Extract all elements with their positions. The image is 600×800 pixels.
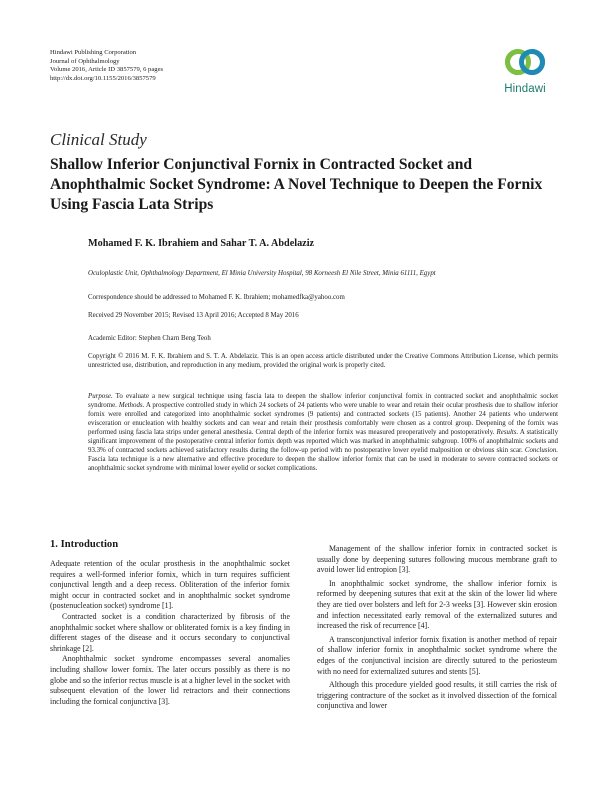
academic-editor: Academic Editor: Stephen Charn Beng Teoh <box>88 335 211 342</box>
journal-header <box>50 49 163 83</box>
abstract-conclusion-label: Conclusion. <box>524 447 558 455</box>
publisher-name: Hindawi Publishing Corporation <box>50 49 137 56</box>
paragraph: Although this procedure yielded good results, it still carries the risk of triggering contracture of the socket as it involved dissection of the fornical conjunctiva and lower <box>317 680 557 711</box>
abstract-conclusion: Fascia lata technique is a new alternative and effective procedure to deepen the shallow inferior fornix that can be used in moderate to severe contracted sockets or anophthalmic socket syndrome with minimal lower eyelid or socket complications. <box>88 456 558 473</box>
paragraph: In anophthalmic socket syndrome, the shallow inferior fornix is reformed by deepening sutures that exit at the skin of the lower lid where they are tied over bolsters and left for 2-3 weeks [3]. However skin erosion and infection necessitated early removal of the externalized sutures and increased the risk of recurrence [4]. <box>317 578 557 631</box>
paragraph: A transconjunctival inferior fornix fixation is another method of repair of shallow inferior fornix in anophthalmic socket syndrome where the edges of the conjunctival incision are directly sutured to the periosteum with no need for externalized sutures and stents [5]. <box>317 634 557 676</box>
abstract <box>88 392 558 473</box>
paragraph: Contracted socket is a condition characterized by fibrosis of the anophthalmic socket where shallow or obliterated fornix is a key finding in different stages of the disease and it occurs secondary to conjunctival shrinkage [2]. <box>50 611 290 653</box>
hindawi-logo <box>500 42 550 104</box>
copyright-notice: Copyright © 2016 M. F. K. Ibrahiem and S. T. A. Abdelaziz. This is an open access article distributed under the Creative Commons Attribution License, which permits unrestricted use, distribution, and reproduction in any medium, provided the original work is properly cited. <box>88 353 558 369</box>
body-column-right <box>317 544 557 712</box>
abstract-results-label: Results. <box>496 429 519 437</box>
paragraph: Anophthalmic socket syndrome encompasses several anomalies including shallow lower fornix. The later occurs possibly as there is no globe and so the inferior rectus muscle is at a higher level in the socket with subsequent elevation of the lower lid retractors and their connections including the fornical conjunctiva [3]. <box>50 654 290 706</box>
section-heading: 1. Introduction <box>50 539 119 550</box>
doi-link[interactable]: http://dx.doi.org/10.1155/2016/3857579 <box>50 74 156 82</box>
abstract-purpose: To evaluate a new surgical technique using fascia lata to deepen the shallow inferior conjunctival fornix in contracted socket and anophthalmic socket syndrome. <box>88 393 558 410</box>
abstract-methods-label: Methods. <box>118 402 145 410</box>
paragraph: Adequate retention of the ocular prosthesis in the anophthalmic socket requires a well-formed inferior fornix, which in turn requires sufficient conjunctival length and a deep recess. Obliteration of the inferior fornix might occur in contracted socket and in anophthalmic socket syndrome (postenucleation socket) syndrome [1]. <box>50 559 290 611</box>
hindawi-logo-text: Hindawi <box>504 83 546 95</box>
abstract-methods: A prospective controlled study in which 24 sockets of 24 patients who were unable to wear and retain their ocular prosthesis due to shallow inferior fornix were enrolled and categorized into anophthalmic socket syndromes (9 patients) and contracted sockets (15 patients). Another 24 patients who underwent evisceration or enucleation with healthy sockets and can wear and retain their prosthesis comfortably were chosen as a control group. Deepening of the fornix was performed using fascia lata strips under general anesthesia. Central depth of the inferior fornix was measured preoperatively and postoperatively. <box>88 402 558 437</box>
paragraph: Management of the shallow inferior fornix in contracted socket is usually done by deepening sutures following mucous membrane graft to avoid lower lid entropion [3]. <box>317 544 557 575</box>
affiliation: Oculoplastic Unit, Ophthalmology Department, El Minia University Hospital, 98 Korneesh El Nile Street, Minia 61111, Egypt <box>88 270 436 277</box>
article-title: Shallow Inferior Conjunctival Fornix in Contracted Socket and Anophthalmic Socket Syndrome: A Novel Technique to Deepen the Fornix Using Fascia Lata Strips <box>50 156 543 213</box>
abstract-purpose-label: Purpose. <box>88 393 113 400</box>
article-dates: Received 29 November 2015; Revised 13 April 2016; Accepted 8 May 2016 <box>88 312 299 319</box>
abstract-results: A statistically significant improvement of the postoperative central inferior fornix depth was reported which was marked in anophthalmic subgroup. 100% of anophthalmic sockets and 93.3% of contracted sockets achieved satisfactory results during the follow-up period with no postoperative lower eyelid malposition or obvious skin scar. <box>88 429 559 455</box>
author-list: Mohamed F. K. Ibrahiem and Sahar T. A. Abdelaziz <box>88 238 315 249</box>
correspondence: Correspondence should be addressed to Mohamed F. K. Ibrahiem; mohamedfka@yahoo.com <box>88 294 345 301</box>
article-category: Clinical Study <box>50 130 147 149</box>
journal-name: Journal of Ophthalmology <box>50 57 120 65</box>
hindawi-logo-icon <box>504 42 546 82</box>
volume-info: Volume 2016, Article ID 3857579, 6 pages <box>50 66 164 74</box>
body-column-left <box>50 559 290 707</box>
